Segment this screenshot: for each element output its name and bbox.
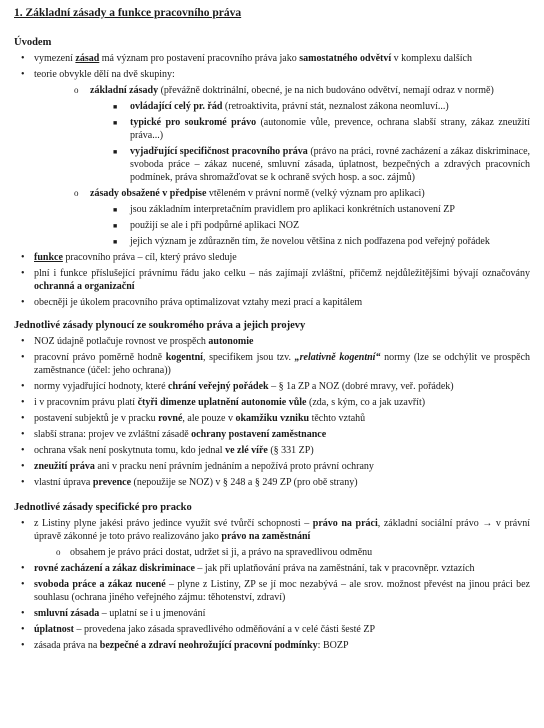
square-bullet-icon: ■: [113, 206, 118, 214]
list-item: • i v pracovním právu platí čtyři dimenze uplatnění autonomie vůle (zda, s kým, co a jak uzavřít): [21, 397, 426, 408]
bullet-icon: •: [21, 461, 25, 472]
list-item: o základní zásady (převážně doktrinální, obecné, je na nich budováno odvětví, nemají odraz v normě): [74, 85, 494, 96]
bullet-icon: •: [21, 518, 25, 529]
bullet-icon: •: [21, 252, 25, 263]
bullet-icon: •: [21, 640, 25, 651]
list-item: • funkce pracovního práva – cíl, který právo sleduje: [21, 252, 237, 263]
list-item: ■ vyjadřující specifičnost pracovního práva (právo na práci, rovné zacházení a zákaz diskriminace, svoboda práce – zákaz nucené, smluvní zásada, úplatnost, bezpečných a zdravých pracovních podmínek, práva shromažďovat se k ochraně svých hosp. a soc. zájmů): [113, 146, 531, 183]
circle-bullet-icon: o: [74, 85, 79, 95]
bullet-icon: •: [21, 429, 25, 440]
square-bullet-icon: ■: [113, 238, 118, 246]
list-item: ■ ovládající celý pr. řád (retroaktivita, právní stát, neznalost zákona neomluví...): [113, 101, 449, 112]
list-item: • postavení subjektů je v pracku rovné, ale pouze v okamžiku vzniku těchto vztahů: [21, 413, 366, 424]
list-item: o obsahem je právo práci dostat, udržet si ji, a právo na spravedlivou odměnu: [56, 547, 373, 558]
list-item: • vlastní úprava prevence (nepoužije se NOZ) v § 248 a § 249 ZP (pro obě strany): [21, 477, 358, 488]
bullet-icon: •: [21, 624, 25, 635]
square-bullet-icon: ■: [113, 119, 118, 127]
list-item: • pracovní právo poměrně hodně kogentní, specifikem jsou tzv. „relativně kogentní“ normy (lze se odchýlit ve prospěch zaměstnance (účel: jeho ochrana)): [21, 352, 531, 376]
section-heading-private-law: Jednotlivé zásady plynoucí ze soukromého práva a jejich projevy: [14, 320, 306, 331]
arrow-right-icon: →: [482, 518, 493, 529]
square-bullet-icon: ■: [113, 148, 118, 156]
list-item: • rovné zacházení a zákaz diskriminace – jak při uplatňování práva na zaměstnání, tak v pracovněpr. vztazích: [21, 563, 475, 574]
bullet-icon: •: [21, 477, 25, 488]
bullet-icon: •: [21, 445, 25, 456]
section-heading-labour-specific: Jednotlivé zásady specifické pro pracko: [14, 502, 192, 513]
bullet-icon: •: [21, 297, 25, 308]
list-item: • smluvní zásada – uplatní se i u jmenování: [21, 608, 206, 619]
list-item: ■ jsou základním interpretačním pravidlem pro aplikaci konkrétních ustanovení ZP: [113, 204, 455, 215]
bullet-icon: •: [21, 53, 25, 64]
intro-list: [12, 52, 530, 309]
list-item: ■ jejich význam je zdůrazněn tím, že novelou většina z nich podřazena pod veřejný pořádek: [113, 236, 490, 247]
list-item: ■ použijí se ale i při podpůrné aplikaci NOZ: [113, 220, 300, 231]
section-heading-intro: Úvodem: [14, 37, 52, 48]
bullet-icon: •: [21, 336, 25, 347]
bullet-icon: •: [21, 268, 25, 279]
list-item: • svoboda práce a zákaz nucené – plyne z Listiny, ZP se jí moc nezabývá – ale srov. možnost převést na jinou práci bez souhlasu (ochrana jiného veřejného zájmu: těhotenství, zdraví): [21, 579, 530, 603]
list-item: • teorie obvykle dělí na dvě skupiny:: [21, 69, 175, 80]
bullet-icon: •: [21, 579, 25, 590]
list-item: • vymezení zásad má význam pro postavení pracovního práva jako samostatného odvětví v komplexu dalších: [21, 53, 472, 64]
list-item: • normy vyjadřující hodnoty, které chrání veřejný pořádek – § 1a ZP a NOZ (dobré mravy, veř. pořádek): [21, 381, 454, 392]
bullet-icon: •: [21, 608, 25, 619]
private-law-list: [12, 335, 530, 489]
list-item: • slabší strana: projev ve zvláštní zásadě ochrany postavení zaměstnance: [21, 429, 327, 440]
list-item: • zneužití práva ani v pracku není právním jednáním a nepožívá proto právní ochrany: [21, 461, 374, 472]
bullet-icon: •: [21, 69, 25, 80]
bullet-icon: •: [21, 397, 25, 408]
list-item: • ochrana však není poskytnuta tomu, kdo jednal ve zlé víře (§ 331 ZP): [21, 445, 314, 456]
labour-specific-list: [12, 517, 530, 652]
circle-bullet-icon: o: [56, 547, 61, 557]
list-item: o zásady obsažené v předpise vtěleném v právní normě (velký význam pro aplikaci): [74, 188, 425, 199]
list-item: • zásada práva na bezpečné a zdraví neohrožující pracovní podmínky: BOZP: [21, 640, 349, 651]
page-title: 1. Základní zásady a funkce pracovního práva: [14, 7, 242, 19]
square-bullet-icon: ■: [113, 222, 118, 230]
list-item: • z Listiny plyne jakési právo jedince využít své tvůrčí schopnosti – právo na práci, základní sociální právo → v právní úpravě zákonné je toto právo realizováno jako právo na zaměstnání: [21, 518, 531, 542]
list-item: ■ typické pro soukromé právo (autonomie vůle, prevence, ochrana slabší strany, zákaz zneužití práva...): [113, 117, 530, 141]
square-bullet-icon: ■: [113, 103, 118, 111]
list-item: • obecněji je úkolem pracovního práva optimalizovat vztahy mezi prací a kapitálem: [21, 297, 363, 308]
bullet-icon: •: [21, 413, 25, 424]
list-item: • úplatnost – provedena jako zásada spravedlivého odměňování a v celé části šesté ZP: [21, 624, 376, 635]
list-item: • NOZ údajně potlačuje rovnost ve prospěch autonomie: [21, 336, 254, 347]
bullet-icon: •: [21, 563, 25, 574]
list-item: • plní i funkce příslušející právnímu řádu jako celku – nás zajímají zvláštní, přičemž nejdůležitějšími bývají označovány ochranná a organizační: [21, 268, 530, 292]
bullet-icon: •: [21, 352, 25, 363]
circle-bullet-icon: o: [74, 188, 79, 198]
bullet-icon: •: [21, 381, 25, 392]
